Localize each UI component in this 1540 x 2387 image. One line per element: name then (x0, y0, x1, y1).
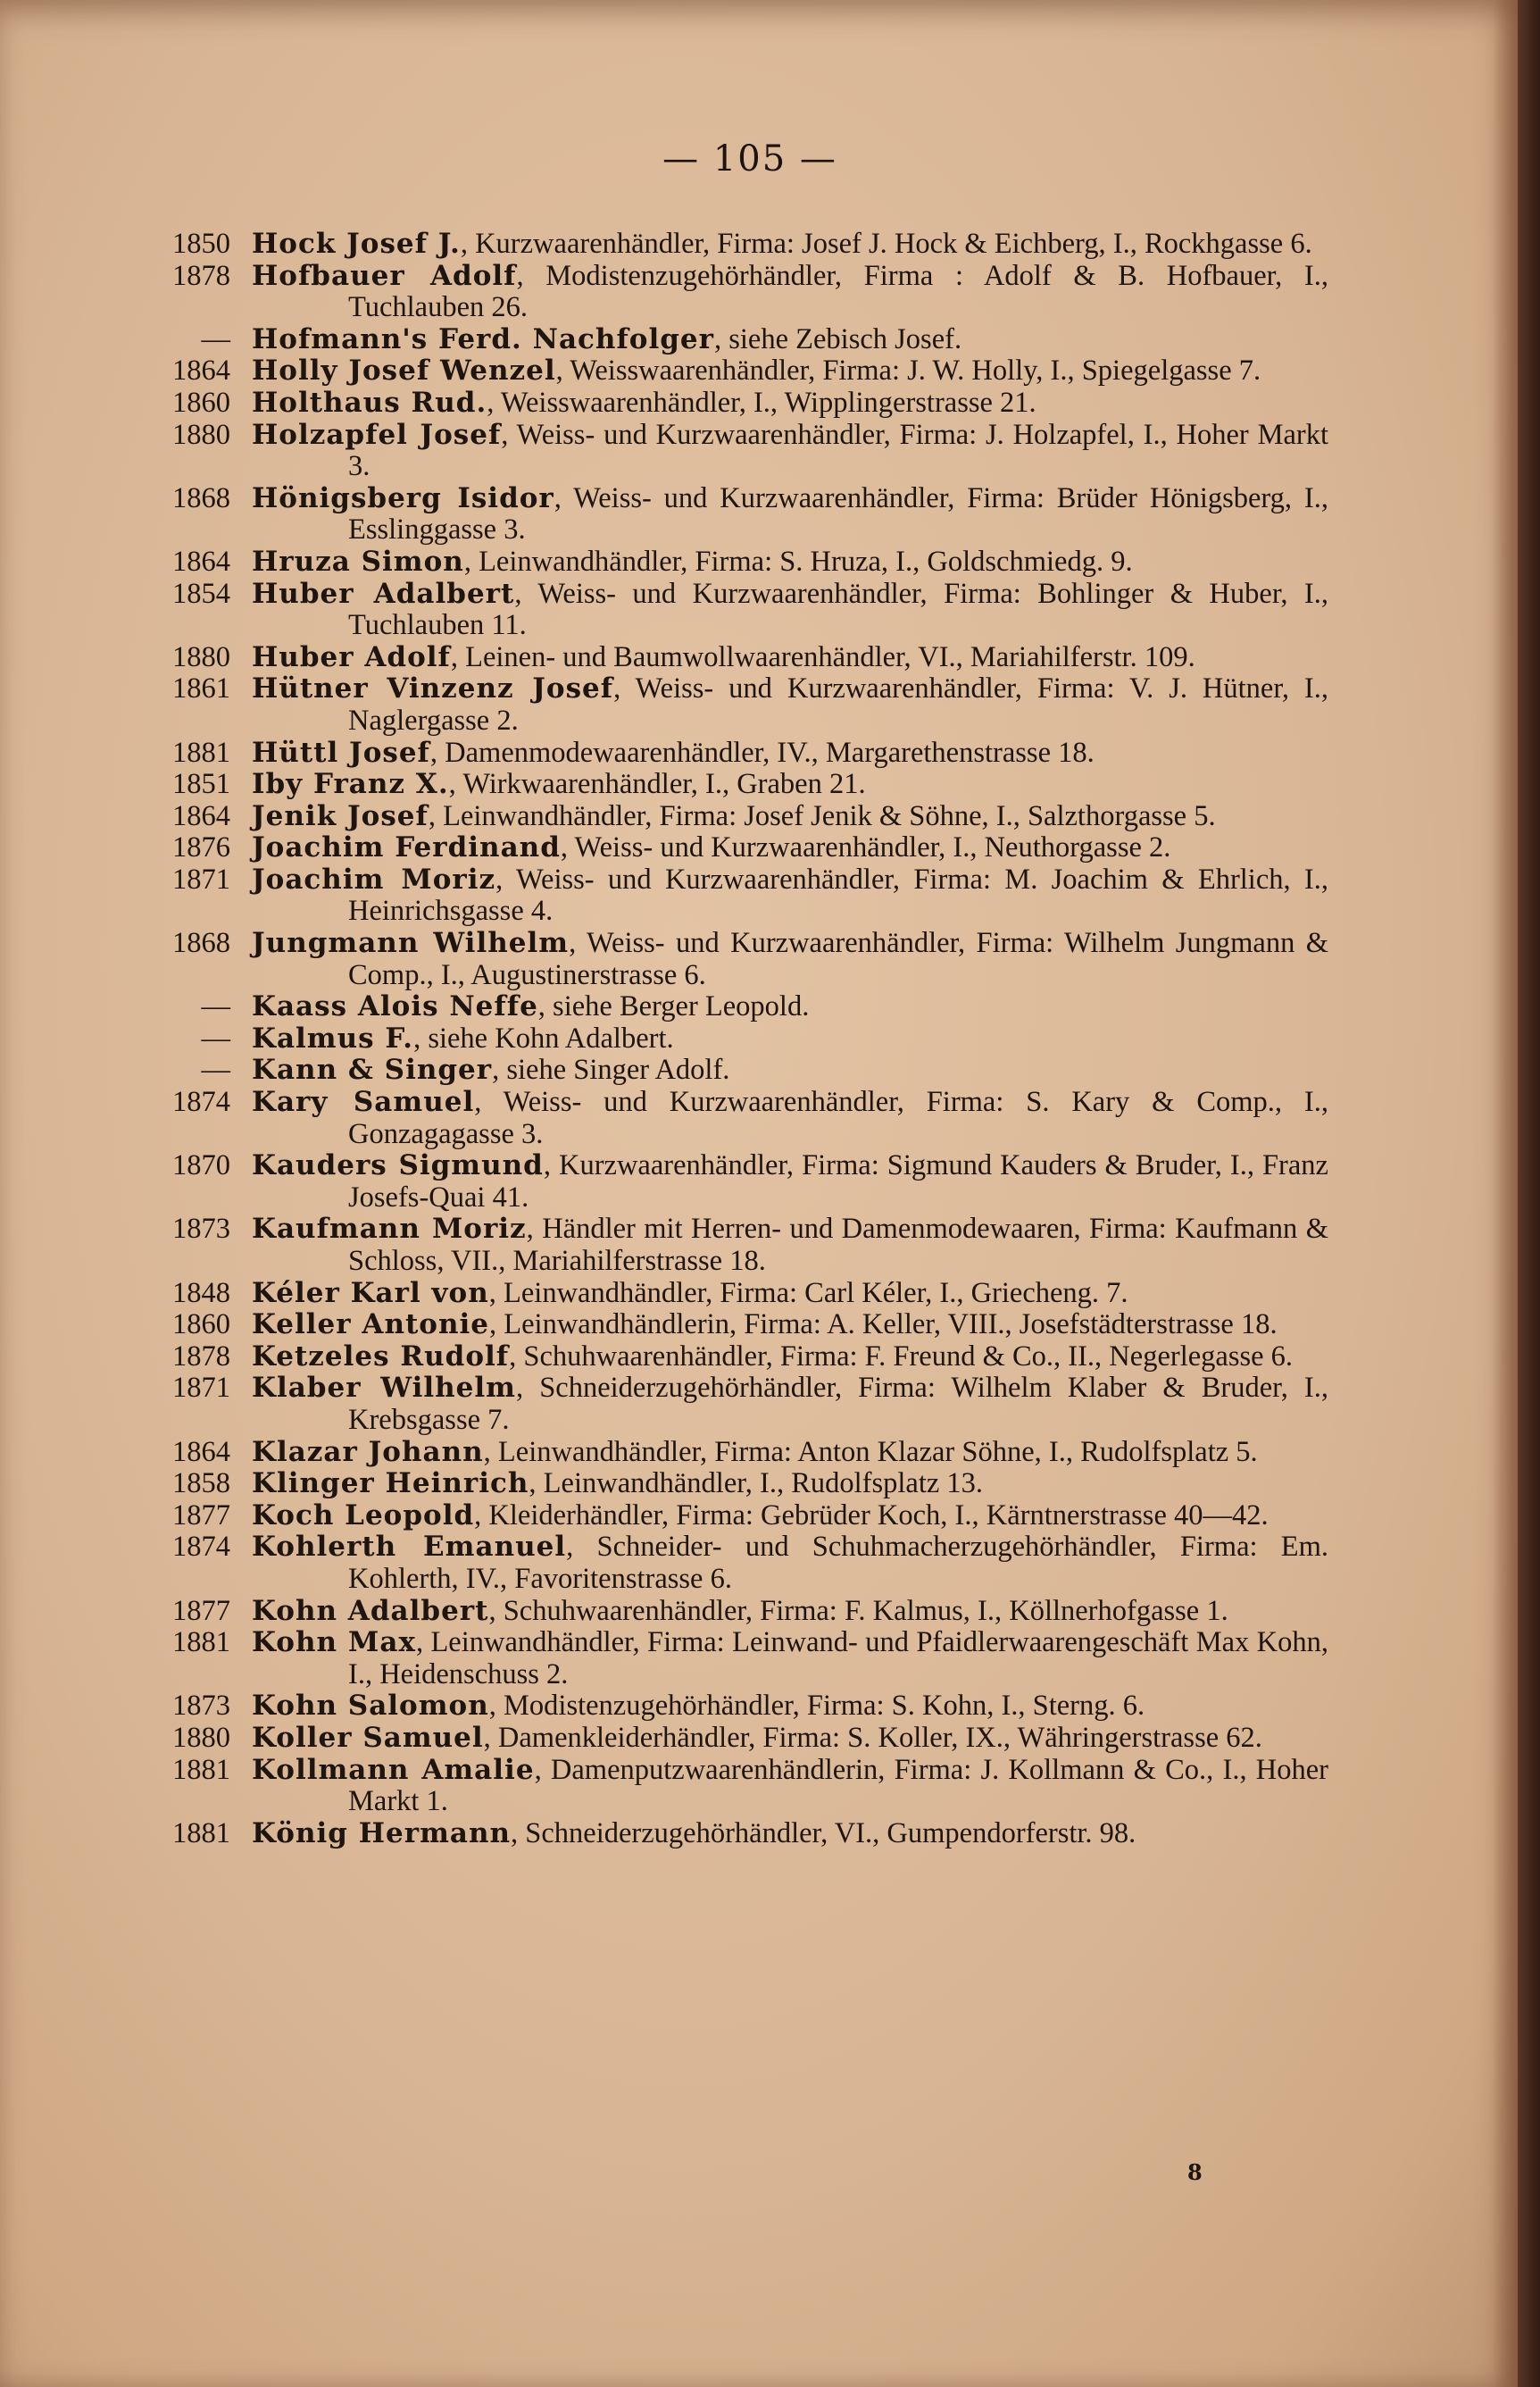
directory-entry (159, 864, 1328, 928)
entry-year: — (201, 1054, 230, 1087)
entry-name: Koch Leopold (252, 1498, 475, 1532)
entry-year: 1877 (172, 1594, 230, 1627)
entry-year: 1851 (172, 768, 230, 801)
page-gutter-shadow (1493, 0, 1518, 2387)
entry-year: — (201, 1022, 230, 1055)
entry-body (252, 1690, 1328, 1723)
entry-body (252, 1309, 1328, 1341)
entry-description: , Kurzwaarenhändler, Firma: Sigmund Kauders & Bruder, I., Franz Josefs-Quai 41. (348, 1149, 1328, 1214)
entry-description: , Schneiderzugehörhändler, VI., Gumpendorferstr. 98. (511, 1816, 1136, 1849)
entry-name: Klinger Heinrich (252, 1467, 529, 1500)
page-number: — 105 — (662, 138, 837, 179)
directory-entry (159, 1055, 1328, 1087)
entry-description: , siehe Kohn Adalbert. (413, 1022, 674, 1055)
entry-name: Kohn Adalbert (252, 1594, 489, 1627)
entry-body (252, 1087, 1328, 1150)
directory-entry (159, 1341, 1328, 1373)
entry-description: , Wirkwaarenhändler, I., Graben 21. (448, 768, 866, 801)
entry-description: , Leinwandhändlerin, Firma: A. Keller, VIII., Josefstädterstrasse 18. (489, 1308, 1278, 1341)
entry-body (252, 1341, 1328, 1373)
entry-body (252, 1278, 1328, 1310)
entry-name: Huber Adalbert (252, 577, 515, 610)
entry-body (252, 1723, 1328, 1755)
entry-year: 1881 (172, 736, 230, 769)
entry-year: 1876 (172, 831, 230, 864)
entry-description: , Leinwandhändler, I., Rudolfsplatz 13. (529, 1467, 984, 1500)
entry-name: Hruza Simon (252, 545, 464, 578)
directory-entry (159, 1214, 1328, 1277)
entry-description: , Weisswaarenhändler, I., Wipplingerstrasse 21. (487, 386, 1036, 419)
entry-body (252, 769, 1328, 801)
entry-body (252, 1627, 1328, 1690)
entry-description: , Leinwandhändler, Firma: Josef Jenik & Söhne, I., Salzthorgasse 5. (428, 799, 1216, 832)
entry-name: Klazar Johann (252, 1435, 484, 1468)
entry-year: 1868 (172, 481, 230, 514)
directory-entry (159, 483, 1328, 547)
entry-name: Holly Josef Wenzel (252, 355, 556, 388)
entry-name: Huber Adolf (252, 640, 451, 673)
entry-description: , Leinwandhändler, Firma: S. Hruza, I., Goldschmiedg. 9. (463, 545, 1133, 578)
entry-body (252, 801, 1328, 833)
entry-description: , Weiss- und Kurzwaarenhändler, Firma: Brüder Hönigsberg, I., Esslinggasse 3. (348, 481, 1328, 547)
entry-name: Jungmann Wilhelm (252, 927, 570, 960)
entry-name: Kohn Max (252, 1626, 416, 1659)
entry-description: , Modistenzugehörhändler, Firma: S. Kohn, I., Sterng. 6. (488, 1690, 1145, 1723)
entry-description: , Weiss- und Kurzwaarenhändler, Firma: Wilhelm Jungmann & Comp., I., Augustinerstrasse 6. (348, 927, 1328, 991)
entry-year: 1874 (172, 1086, 230, 1119)
directory-entry (159, 1373, 1328, 1436)
entry-year: 1878 (172, 1340, 230, 1373)
entry-name: Kohlerth Emanuel (252, 1531, 567, 1564)
entry-description: , Weiss- und Kurzwaarenhändler, I., Neuthorgasse 2. (560, 831, 1171, 864)
directory-entry (159, 1278, 1328, 1310)
entry-body (252, 388, 1328, 420)
entry-description: , siehe Singer Adolf. (492, 1054, 730, 1087)
directory-entry (159, 1818, 1328, 1850)
directory-entry (159, 420, 1328, 483)
entry-name: Kohn Salomon (252, 1690, 489, 1723)
entry-description: , Kurzwaarenhändler, Firma: Josef J. Hock & Eichberg, I., Rockhgasse 6. (460, 228, 1312, 260)
entry-name: Keller Antonie (252, 1308, 490, 1341)
entry-name: Hock Josef J. (252, 228, 461, 260)
entry-body (252, 324, 1328, 356)
directory-entry (159, 579, 1328, 642)
entry-year: — (201, 322, 230, 355)
entry-description: , Schneiderzugehörhändler, Firma: Wilhelm Klaber & Bruder, I., Krebsgasse 7. (348, 1372, 1328, 1436)
entry-year: 1848 (172, 1276, 230, 1309)
entry-body (252, 1755, 1328, 1818)
book-edge (1518, 0, 1540, 2387)
entry-description: , Weiss- und Kurzwaarenhändler, Firma: S. Kary & Comp., I., Gonzagagasse 3. (348, 1086, 1328, 1150)
entry-name: König Hermann (252, 1816, 512, 1849)
directory-entry (159, 261, 1328, 324)
entry-name: Kary Samuel (252, 1086, 475, 1119)
entry-body (252, 229, 1328, 261)
directory-entry (159, 642, 1328, 674)
entry-year: — (201, 990, 230, 1023)
directory-entry-list (159, 229, 1328, 1849)
entry-name: Hofmann's Ferd. Nachfolger (252, 322, 714, 355)
directory-entry (159, 832, 1328, 864)
entry-body (252, 673, 1328, 737)
directory-entry (159, 547, 1328, 579)
directory-entry (159, 1755, 1328, 1818)
entry-name: Joachim Ferdinand (252, 831, 561, 864)
directory-entry (159, 673, 1328, 737)
entry-description: , Modistenzugehörhändler, Firma : Adolf & B. Hofbauer, I., Tuchlauben 26. (348, 259, 1328, 324)
entry-year: 1877 (172, 1498, 230, 1532)
entry-body (252, 1373, 1328, 1436)
entry-body (252, 642, 1328, 674)
entry-name: Kalmus F. (252, 1022, 414, 1055)
entry-year: 1860 (172, 386, 230, 419)
entry-description: , Schuhwaarenhändler, Firma: F. Freund & Co., II., Negerlegasse 6. (509, 1340, 1294, 1373)
entry-description: , Damenmodewaarenhändler, IV., Margarethenstrasse 18. (429, 736, 1095, 769)
entry-body (252, 1500, 1328, 1532)
entry-name: Joachim Moriz (252, 863, 496, 896)
entry-name: Holthaus Rud. (252, 386, 487, 419)
entry-year: 1871 (172, 1372, 230, 1405)
directory-entry (159, 1500, 1328, 1532)
entry-body (252, 864, 1328, 928)
entry-year: 1880 (172, 418, 230, 451)
entry-year: 1873 (172, 1690, 230, 1723)
entry-year: 1881 (172, 1626, 230, 1659)
entry-description: , Leinwandhändler, Firma: Leinwand- und Pfaidlerwaarengeschäft Max Kohn, I., Heidenschuss 2. (348, 1626, 1328, 1690)
directory-entry (159, 738, 1328, 770)
entry-name: Hüttl Josef (252, 736, 430, 769)
entry-body (252, 1468, 1328, 1500)
entry-body (252, 1150, 1328, 1214)
directory-entry (159, 1468, 1328, 1500)
entry-body (252, 1023, 1328, 1056)
entry-body (252, 355, 1328, 388)
entry-year: 1850 (172, 228, 230, 260)
entry-name: Kollmann Amalie (252, 1753, 535, 1786)
entry-description: , Weiss- und Kurzwaarenhändler, Firma: V. J. Hütner, I., Naglergasse 2. (348, 672, 1328, 737)
entry-year: 1881 (172, 1816, 230, 1849)
directory-entry (159, 324, 1328, 356)
entry-year: 1878 (172, 259, 230, 292)
entry-year: 1880 (172, 1721, 230, 1754)
entry-description: , Leinwandhändler, Firma: Carl Kéler, I., Griecheng. 7. (488, 1276, 1128, 1309)
entry-name: Iby Franz X. (252, 768, 449, 801)
entry-description: , Leinen- und Baumwollwaarenhändler, VI., Mariahilferstr. 109. (450, 640, 1195, 673)
entry-year: 1854 (172, 577, 230, 610)
entry-description: , Weiss- und Kurzwaarenhändler, Firma: M. Joachim & Ehrlich, I., Heinrichsgasse 4. (348, 863, 1329, 928)
directory-entry (159, 1150, 1328, 1214)
entry-description: , Weisswaarenhändler, Firma: J. W. Holly, I., Spiegelgasse 7. (555, 355, 1261, 388)
directory-entry (159, 991, 1328, 1023)
entry-description: , siehe Berger Leopold. (537, 990, 810, 1023)
entry-body (252, 261, 1328, 324)
entry-body (252, 579, 1328, 642)
entry-body (252, 1214, 1328, 1277)
entry-description: , Händler mit Herren- und Damenmodewaaren, Firma: Kaufmann & Schloss, VII., Mariahilferstrasse 18. (348, 1213, 1328, 1277)
entry-name: Kauders Sigmund (252, 1149, 544, 1182)
entry-name: Kéler Karl von (252, 1276, 489, 1309)
entry-description: , Schneider- und Schuhmacherzugehörhändler, Firma: Em. Kohlerth, IV., Favoritenstrasse 6. (348, 1531, 1328, 1595)
directory-entry (159, 1532, 1328, 1595)
entry-body (252, 1818, 1328, 1850)
signature-mark: 8 (1187, 2159, 1203, 2185)
directory-entry (159, 1087, 1328, 1150)
entry-name: Koller Samuel (252, 1721, 484, 1754)
directory-entry (159, 769, 1328, 801)
directory-entry (159, 1437, 1328, 1469)
directory-entry (159, 388, 1328, 420)
directory-entry (159, 1309, 1328, 1341)
entry-name: Hütner Vinzenz Josef (252, 672, 614, 705)
directory-entry (159, 355, 1328, 388)
entry-name: Kann & Singer (252, 1054, 493, 1087)
entry-year: 1860 (172, 1308, 230, 1341)
entry-body (252, 1596, 1328, 1628)
entry-description: , Damenputzwaarenhändlerin, Firma: J. Kollmann & Co., I., Hoher Markt 1. (348, 1753, 1329, 1818)
entry-body (252, 928, 1328, 991)
entry-year: 1873 (172, 1213, 230, 1246)
entry-name: Kaass Alois Neffe (252, 990, 538, 1023)
entry-name: Ketzeles Rudolf (252, 1340, 510, 1373)
directory-entry (159, 1723, 1328, 1755)
entry-description: , Weiss- und Kurzwaarenhändler, Firma: J. Holzapfel, I., Hoher Markt 3. (348, 418, 1328, 483)
entry-name: Kaufmann Moriz (252, 1213, 527, 1246)
directory-entry (159, 1596, 1328, 1628)
entry-year: 1870 (172, 1149, 230, 1182)
entry-description: , siehe Zebisch Josef. (714, 322, 962, 355)
entry-name: Klaber Wilhelm (252, 1372, 516, 1405)
entry-body (252, 1437, 1328, 1469)
entry-year: 1874 (172, 1531, 230, 1564)
entry-body (252, 991, 1328, 1023)
entry-description: , Schuhwaarenhändler, Firma: F. Kalmus, I., Köllnerhofgasse 1. (488, 1594, 1228, 1627)
entry-year: 1861 (172, 672, 230, 705)
entry-year: 1858 (172, 1467, 230, 1500)
entry-name: Jenik Josef (252, 799, 429, 832)
entry-body (252, 1055, 1328, 1087)
entry-body (252, 483, 1328, 547)
entry-description: , Leinwandhändler, Firma: Anton Klazar Söhne, I., Rudolfsplatz 5. (483, 1435, 1258, 1468)
entry-year: 1864 (172, 545, 230, 578)
entry-year: 1881 (172, 1753, 230, 1786)
entry-description: , Weiss- und Kurzwaarenhändler, Firma: Bohlinger & Huber, I., Tuchlauben 11. (348, 577, 1328, 642)
entry-body (252, 1532, 1328, 1595)
entry-year: 1864 (172, 799, 230, 832)
entry-body (252, 547, 1328, 579)
entry-body (252, 420, 1328, 483)
directory-entry (159, 801, 1328, 833)
entry-year: 1868 (172, 927, 230, 960)
entry-year: 1864 (172, 355, 230, 388)
directory-entry (159, 1690, 1328, 1723)
entry-name: Hofbauer Adolf (252, 259, 517, 292)
entry-body (252, 738, 1328, 770)
directory-entry (159, 928, 1328, 991)
directory-entry (159, 1627, 1328, 1690)
entry-name: Holzapfel Josef (252, 418, 502, 451)
entry-year: 1864 (172, 1435, 230, 1468)
entry-description: , Kleiderhändler, Firma: Gebrüder Koch, I., Kärntnerstrasse 40—42. (474, 1498, 1269, 1532)
entry-body (252, 832, 1328, 864)
directory-entry (159, 229, 1328, 261)
entry-year: 1880 (172, 640, 230, 673)
entry-name: Hönigsberg Isidor (252, 481, 554, 514)
entry-year: 1871 (172, 863, 230, 896)
directory-entry (159, 1023, 1328, 1056)
entry-description: , Damenkleiderhändler, Firma: S. Koller, IX., Währingerstrasse 62. (483, 1721, 1262, 1754)
